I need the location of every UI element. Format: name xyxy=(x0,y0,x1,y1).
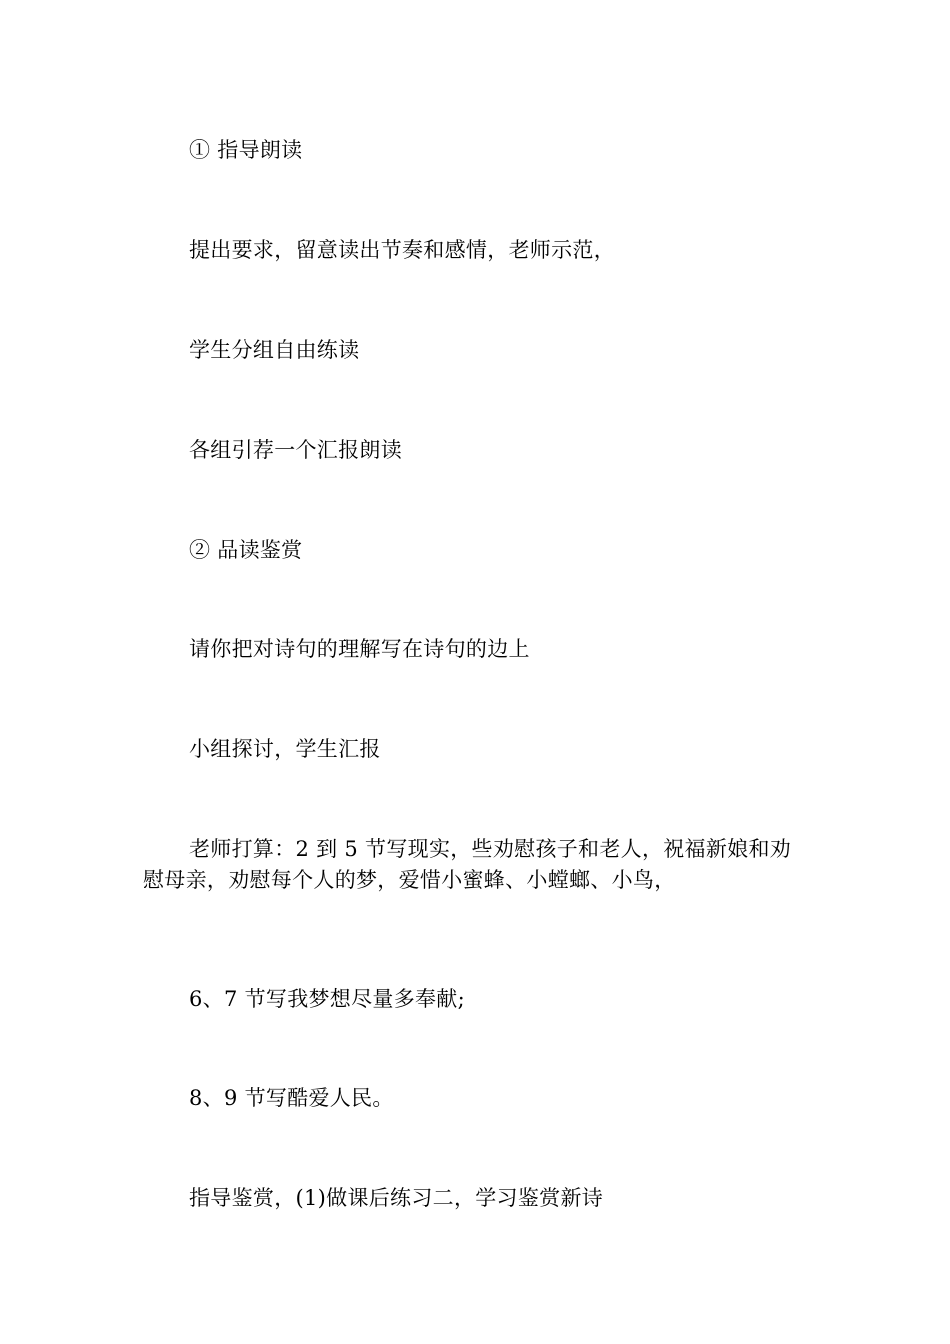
paragraph-sections-8-9: 8、9 节写酷爱人民。 xyxy=(189,1086,394,1110)
paragraph-teacher-plan: 老师打算：2 到 5 节写现实，些劝慰孩子和老人，祝福新娘和劝慰母亲，劝慰每个人的梦，爱惜小蜜蜂、小螳螂、小鸟， xyxy=(143,837,792,892)
paragraph-guided-appreciation: 指导鉴赏，(1)做课后练习二，学习鉴赏新诗 xyxy=(189,1186,604,1210)
paragraph-write-understanding: 请你把对诗句的理解写在诗句的边上 xyxy=(189,637,530,661)
paragraph-group-discussion: 小组探讨，学生汇报 xyxy=(189,737,381,761)
paragraph-group-report: 各组引荐一个汇报朗读 xyxy=(189,438,402,462)
paragraph-sections-6-7: 6、7 节写我梦想尽量多奉献; xyxy=(189,987,465,1011)
paragraph-group-practice: 学生分组自由练读 xyxy=(189,338,360,362)
paragraph-appreciation-heading: ② 品读鉴赏 xyxy=(189,538,303,562)
paragraph-requirements: 提出要求，留意读出节奏和感情，老师示范， xyxy=(189,238,615,262)
paragraph-guided-reading-heading: ① 指导朗读 xyxy=(189,138,303,162)
